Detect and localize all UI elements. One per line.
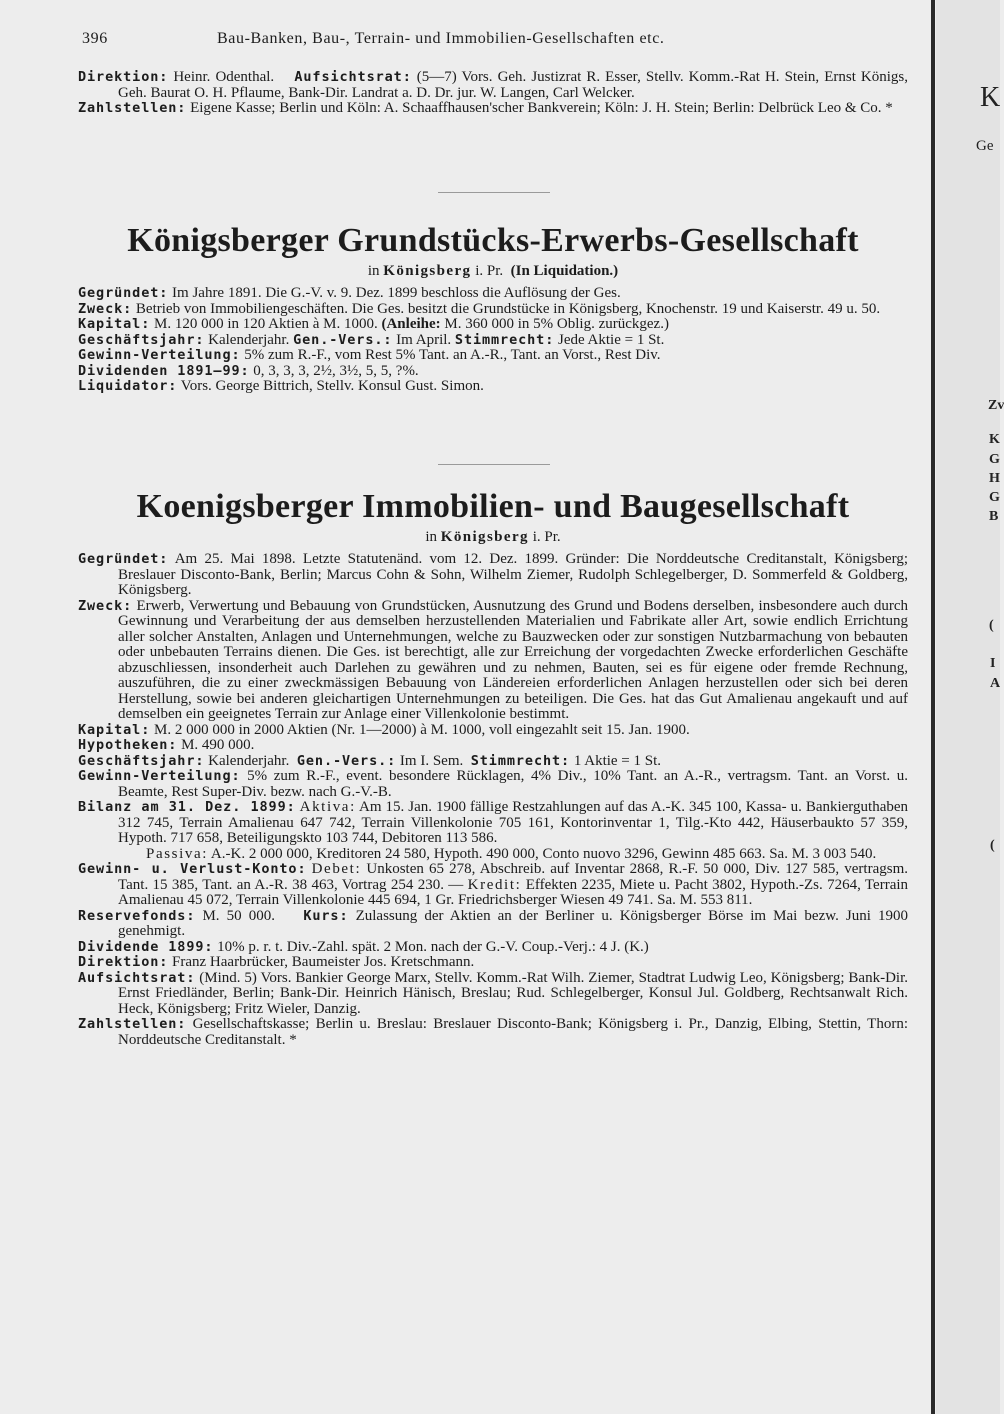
next-page-fragment: G	[989, 490, 1000, 505]
company-1-location: in Königsberg i. Pr. (In Liquidation.)	[367, 263, 619, 279]
company-2	[78, 488, 908, 1048]
prev-entry-zahlstellen: Zahlstellen: Eigene Kasse; Berlin und Köln: A. Schaaffhausen'scher Bankverein; Köln: J. H. Stein; Berlin: Delbrück Leo & Co. *	[78, 100, 893, 116]
entry-direktion: Direktion: Franz Haarbrücker, Baumeister Jos. Kretschmann.	[78, 954, 475, 970]
entry-geschaeftsjahr: Geschäftsjahr: Kalenderjahr. Gen.-Vers.: Im April. Stimmrecht: Jede Aktie = 1 St.	[78, 331, 665, 348]
entry-gewinn-verteilung: Gewinn-Verteilung: 5% zum R.-F., event. besondere Rücklagen, 4% Div., 10% Tant. an A.-R., vertragsm. Tant. an Vorst. u. Beamte, Rest Super-Div. bezw. nach G.-V.-B.	[78, 768, 908, 800]
prev-entry-direktion: Direktion: Heinr. Odenthal. Aufsichtsrat: (5—7) Vors. Geh. Justizrat R. Esser, Stellv. Komm.-Rat H. Stein, Ernst Königs, Geh. Baurat O. H. Pflaume, Bank-Dir. Landrat a. D. Dr. jur. W. Langen, Carl Welcker.	[78, 69, 909, 101]
running-head-title: Bau-Banken, Bau-, Terrain- und Immobilien-Gesellschaften etc.	[217, 30, 665, 47]
next-page-fragment: G	[989, 452, 1000, 467]
next-page-fragment: K	[989, 432, 1000, 447]
company-1-title: Königsberger Grundstücks-Erwerbs-Gesellschaft	[127, 222, 859, 259]
section-divider	[438, 192, 550, 193]
entry-reservefonds: Reservefonds: M. 50 000. Kurs: Zulassung der Aktien an der Berliner u. Königsberger Börse im Mai bezw. Juni 1900 genehmigt.	[78, 907, 909, 939]
prev-entry-block	[78, 70, 908, 117]
entry-geschaeftsjahr: Geschäftsjahr: Kalenderjahr. Gen.-Vers.: Im I. Sem. Stimmrecht: 1 Aktie = 1 St.	[78, 752, 662, 769]
next-page-fragment: (	[990, 838, 995, 853]
next-page-fragment: H	[989, 471, 1000, 486]
company-2-entries	[78, 552, 908, 1048]
company-1	[78, 222, 908, 395]
entry-bilanz-passiva: Passiva: A.-K. 2 000 000, Kreditoren 24 580, Hypoth. 490 000, Conto nuovo 3296, Gewinn 485 663. Sa. M. 3 003 540.	[146, 845, 877, 862]
entry-gegruendet: Gegründet: Am 25. Mai 1898. Letzte Statutenänd. vom 12. Dez. 1899. Gründer: Die Norddeutsche Creditanstalt, Königsberg; Breslauer Disconto-Bank, Berlin; Marcus Cohn & Sohn, Wilhelm Ziemer, Rudolph Schlegelberger, D. Sommerfeld & Goldberg, Königsberg.	[78, 551, 908, 598]
entry-kapital: Kapital: M. 2 000 000 in 2000 Aktien (Nr. 1—2000) à M. 1000, voll eingezahlt seit 15. Jan. 1900.	[78, 721, 690, 738]
entry-zweck: Zweck: Betrieb von Immobiliengeschäften. Die Ges. besitzt die Grundstücke in Königsberg, Knochenstr. 19 und Kaiserstr. 49 u. 50.	[78, 300, 881, 317]
running-head	[82, 30, 912, 52]
entry-aufsichtsrat: Aufsichtsrat: (Mind. 5) Vors. Bankier George Marx, Stellv. Komm.-Rat Wilh. Ziemer, Stadtrat Ludwig Leo, Königsberg; Bank-Dir. Ernst Friedländer, Berlin; Bank-Dir. Heinrich Hänisch, Breslau; Rud. Schlegelberger, Konsul Jul. Goldberg, Rechtsanwalt Rich. Heck, Königsberg; Fritz Wieler, Danzig.	[78, 969, 908, 1017]
next-page-fragment: Ge	[976, 138, 994, 154]
entry-liquidator: Liquidator: Vors. George Bittrich, Stellv. Konsul Gust. Simon.	[78, 378, 484, 394]
entry-gewinn-verlust-konto: Gewinn- u. Verlust-Konto: Debet: Unkosten 65 278, Abschreib. auf Inventar 2868, R.-F. 50 000, Div. 127 585, vertragsm. Tant. 15 385, Tant. an A.-R. 38 463, Vortrag 254 230. — Kredit: Effekten 2235, Miete u. Pacht 3802, Hypoth.-Zs. 7264, Terrain Amalienau 45 072, Terrain Villenkolonie 445 694, 1 Gr. Friedrichsberger Wiesen 49 741. Sa. M. 553 811.	[78, 861, 909, 908]
company-1-entries	[78, 286, 908, 395]
next-page-edge	[936, 0, 1004, 1414]
next-page-fragment: A	[990, 676, 1001, 691]
entry-hypotheken: Hypotheken: M. 490 000.	[78, 737, 255, 753]
company-2-location: in Königsberg i. Pr.	[425, 529, 561, 545]
next-page-fragment: (	[989, 618, 994, 633]
next-page-fragment: Zv	[988, 398, 1004, 413]
entry-zahlstellen: Zahlstellen: Gesellschaftskasse; Berlin u. Breslau: Breslauer Disconto-Bank; Königsberg i. Pr., Danzig, Elbing, Stettin, Thorn: Norddeutsche Creditanstalt. *	[78, 1016, 909, 1048]
page-gutter	[931, 0, 935, 1414]
next-page-fragment: I	[990, 656, 996, 671]
page-number: 396	[82, 30, 108, 47]
section-divider	[438, 464, 550, 465]
entry-dividenden: Dividenden 1891—99: 0, 3, 3, 3, 2½, 3½, 5, 5, ?%.	[78, 362, 419, 379]
entry-gegruendet: Gegründet: Im Jahre 1891. Die G.-V. v. 9. Dez. 1899 beschloss die Auflösung der Ges.	[78, 285, 621, 301]
next-page-fragment: K	[980, 82, 1001, 113]
entry-zweck: Zweck: Erwerb, Verwertung und Bebauung von Grundstücken, Ausnutzung des Grund und Bodens derselben, insbesondere auch durch Gewinnung und Verarbeitung der aus demselben herzustellenden Materialien und Fabrikate aller Art, sowie endlich Errichtung aller solcher Anstalten, Anlagen und Unternehmungen, welche zu Bauzwecken oder zur sonstigen Nutzbarmachung von bebauten oder unbebauten Terrains dienen. Die Ges. ist berechtigt, alle zur Erreichung der vorgedachten Zwecke erforderlichen Geschäfte abzuschliessen, insonderheit auch Darlehen zu gewähren und zu nehmen, Bauten, sei es für eigene oder fremde Rechnung, auszuführen, die zu einer zweckmässigen Bebauung von Ländereien erforderlichen Anlagen herzustellen oder sich bei deren Herstellung, sowie bei anderen gleichartigen Unternehmungen zu beteiligen. Die Ges. hat das Gut Amalienau angekauft und auf demselben ein geeignetes Terrain zur Anlage einer Villenkolonie bestimmt.	[78, 597, 909, 722]
next-page-fragment: B	[989, 509, 999, 524]
entry-bilanz-aktiva: Bilanz am 31. Dez. 1899: Aktiva: Am 15. Jan. 1900 fällige Restzahlungen auf das A.-K. 345 100, Kassa- u. Bankierguthaben 312 745, Terrain Amalienau 647 742, Terrain Villenkolonie 705 161, Kontorinventar 1, Tilg.-Kto 442, Häuserbaukto 57 359, Hypoth. 717 658, Beteiligungskto 103 744, Debitoren 113 586.	[78, 799, 909, 846]
company-2-title: Koenigsberger Immobilien- und Baugesellschaft	[136, 488, 850, 525]
entry-gewinn-verteilung: Gewinn-Verteilung: 5% zum R.-F., vom Rest 5% Tant. an A.-R., Tant. an Vorst., Rest Div.	[78, 347, 661, 363]
entry-kapital: Kapital: M. 120 000 in 120 Aktien à M. 1000. (Anleihe: M. 360 000 in 5% Oblig. zurückgez.)	[78, 316, 669, 332]
entry-dividende: Dividende 1899: 10% p. r. t. Div.-Zahl. spät. 2 Mon. nach der G.-V. Coup.-Verj.: 4 J. (K.)	[78, 938, 649, 955]
